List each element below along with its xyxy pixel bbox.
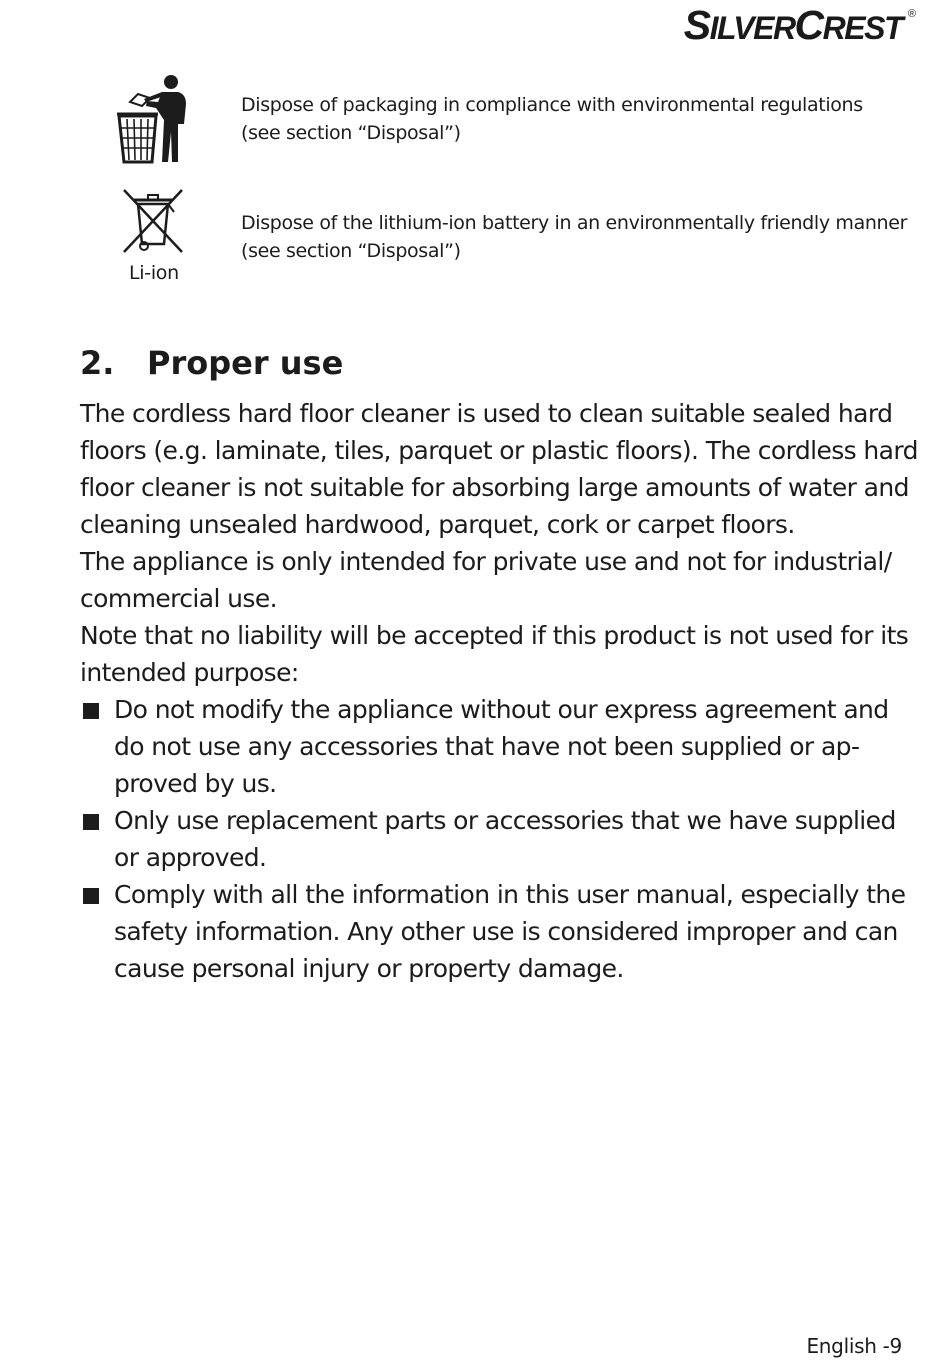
text-line: Dispose of packaging in compliance with environmental regulations (241, 94, 863, 116)
paragraph-line: floors (e.g. laminate, tiles, parquet or plastic floors). The cordless hard (80, 436, 918, 465)
paragraph-line: The cordless hard floor cleaner is used to clean suitable sealed hard (80, 399, 893, 428)
text-line: Dispose of the lithium-ion battery in an environmentally friendly manner (241, 212, 908, 234)
packaging-disposal-text (241, 91, 863, 147)
text-line: (see section “Disposal”) (241, 240, 461, 262)
bullet-line: Only use replacement parts or accessories that we have supplied (114, 806, 896, 835)
li-ion-label: Li-ion (129, 262, 179, 284)
paragraph-line: cleaning unsealed hardwood, parquet, cork or carpet floors. (80, 510, 795, 539)
section-heading (80, 344, 343, 382)
bullet-line: do not use any accessories that have not been supplied or ap- (114, 732, 860, 761)
section-title: Proper use (147, 344, 344, 382)
bullet-line: proved by us. (114, 769, 277, 798)
crossed-out-wheelie-bin-icon (120, 186, 186, 260)
bullet-line: Do not modify the appliance without our express agreement and (114, 695, 889, 724)
bullet-square-icon (83, 888, 99, 904)
bullet-list (80, 691, 920, 987)
battery-disposal-text (241, 209, 907, 265)
bullet-square-icon (83, 703, 99, 719)
paragraph-line: floor cleaner is not suitable for absorbing large amounts of water and (80, 473, 909, 502)
silvercrest-logo: SILVERCREST ® (683, 2, 916, 48)
bullet-item (80, 802, 920, 876)
page-footer: English -9 (806, 1334, 902, 1358)
paragraph-line: intended purpose: (80, 658, 299, 687)
bullet-square-icon (83, 814, 99, 830)
bullet-line: cause personal injury or property damage. (114, 954, 624, 983)
recycling-bin-person-icon (116, 72, 192, 168)
text-line: (see section “Disposal”) (241, 122, 461, 144)
bullet-item (80, 876, 920, 987)
registered-mark: ® (907, 8, 916, 20)
bullet-item (80, 691, 920, 802)
paragraph-line: The appliance is only intended for private use and not for industrial/ (80, 547, 892, 576)
paragraph-line: commercial use. (80, 584, 277, 613)
paragraph-line: Note that no liability will be accepted if this product is not used for its (80, 621, 909, 650)
bullet-line: Comply with all the information in this user manual, especially the (114, 880, 906, 909)
bullet-line: or approved. (114, 843, 267, 872)
section-number: 2. (80, 344, 115, 382)
bullet-line: safety information. Any other use is considered improper and can (114, 917, 898, 946)
proper-use-body (80, 395, 920, 987)
